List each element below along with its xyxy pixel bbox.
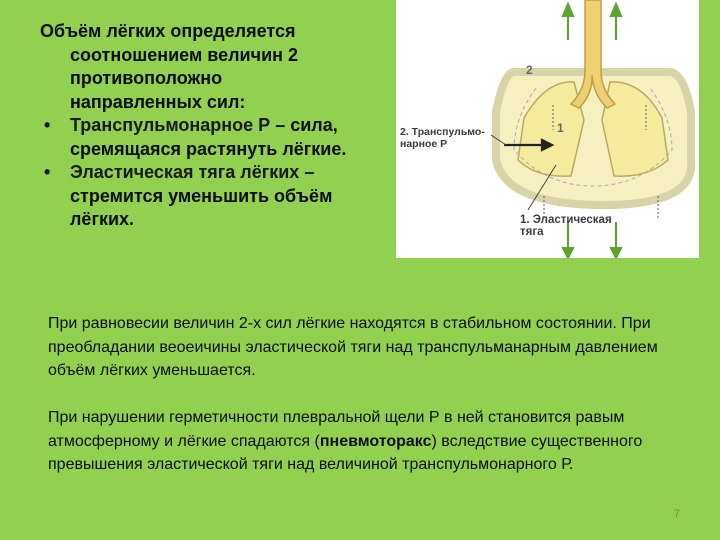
bullet-text: лёгких. [70,209,135,229]
term-pneumothorax: пневмоторакс [319,432,432,450]
bullet-marker: • [44,115,51,135]
bullet-text: – сила, [270,115,338,135]
label-elastic: 1. Эластическая тяга [520,214,612,238]
bullet-item-elastic [40,161,390,232]
bullet-text: сремящаяся растянуть лёгкие. [70,138,347,159]
bullet-text: – [299,162,315,182]
label-transpulmonary: 2. Транспульмо- нарное Р [400,126,485,150]
heading-line: соотношением величин 2 [70,44,299,65]
paragraph-text: ) вследствие существенного превышения эластической тяги над величиной транспульмонарного Р. [48,432,643,473]
paragraph-text: При нарушении герметичности плевральной щели Р в ней становится равым атмосферному и лёгкие спадаются ( [48,409,625,450]
heading-block [40,20,390,232]
heading-line: противоположно [70,68,223,88]
page-number: 7 [673,508,680,520]
heading-line: Объём лёгких определяется [40,21,296,41]
paragraph-equilibrium: При равновесии величин 2-х сил лёгкие находятся в стабильном состоянии. При преобладании веоеичины эластической тяги над транспульманарным давлением объём лёгких уменьшается. [48,315,658,379]
marker-2: 2 [526,63,533,77]
bullet-marker: • [44,162,51,182]
lungs-figure [396,0,699,258]
paragraph-pneumothorax [48,406,688,477]
heading-line: направленных сил: [70,91,246,112]
bullet-text: стремится уменьшить объём [70,185,333,206]
marker-1: 1 [557,121,564,135]
bullet-term: Транспульмонарное Р [70,115,271,135]
bullet-item-transpulmonary [40,114,390,161]
bullet-term: Эластическая тяга лёгких [70,162,300,182]
